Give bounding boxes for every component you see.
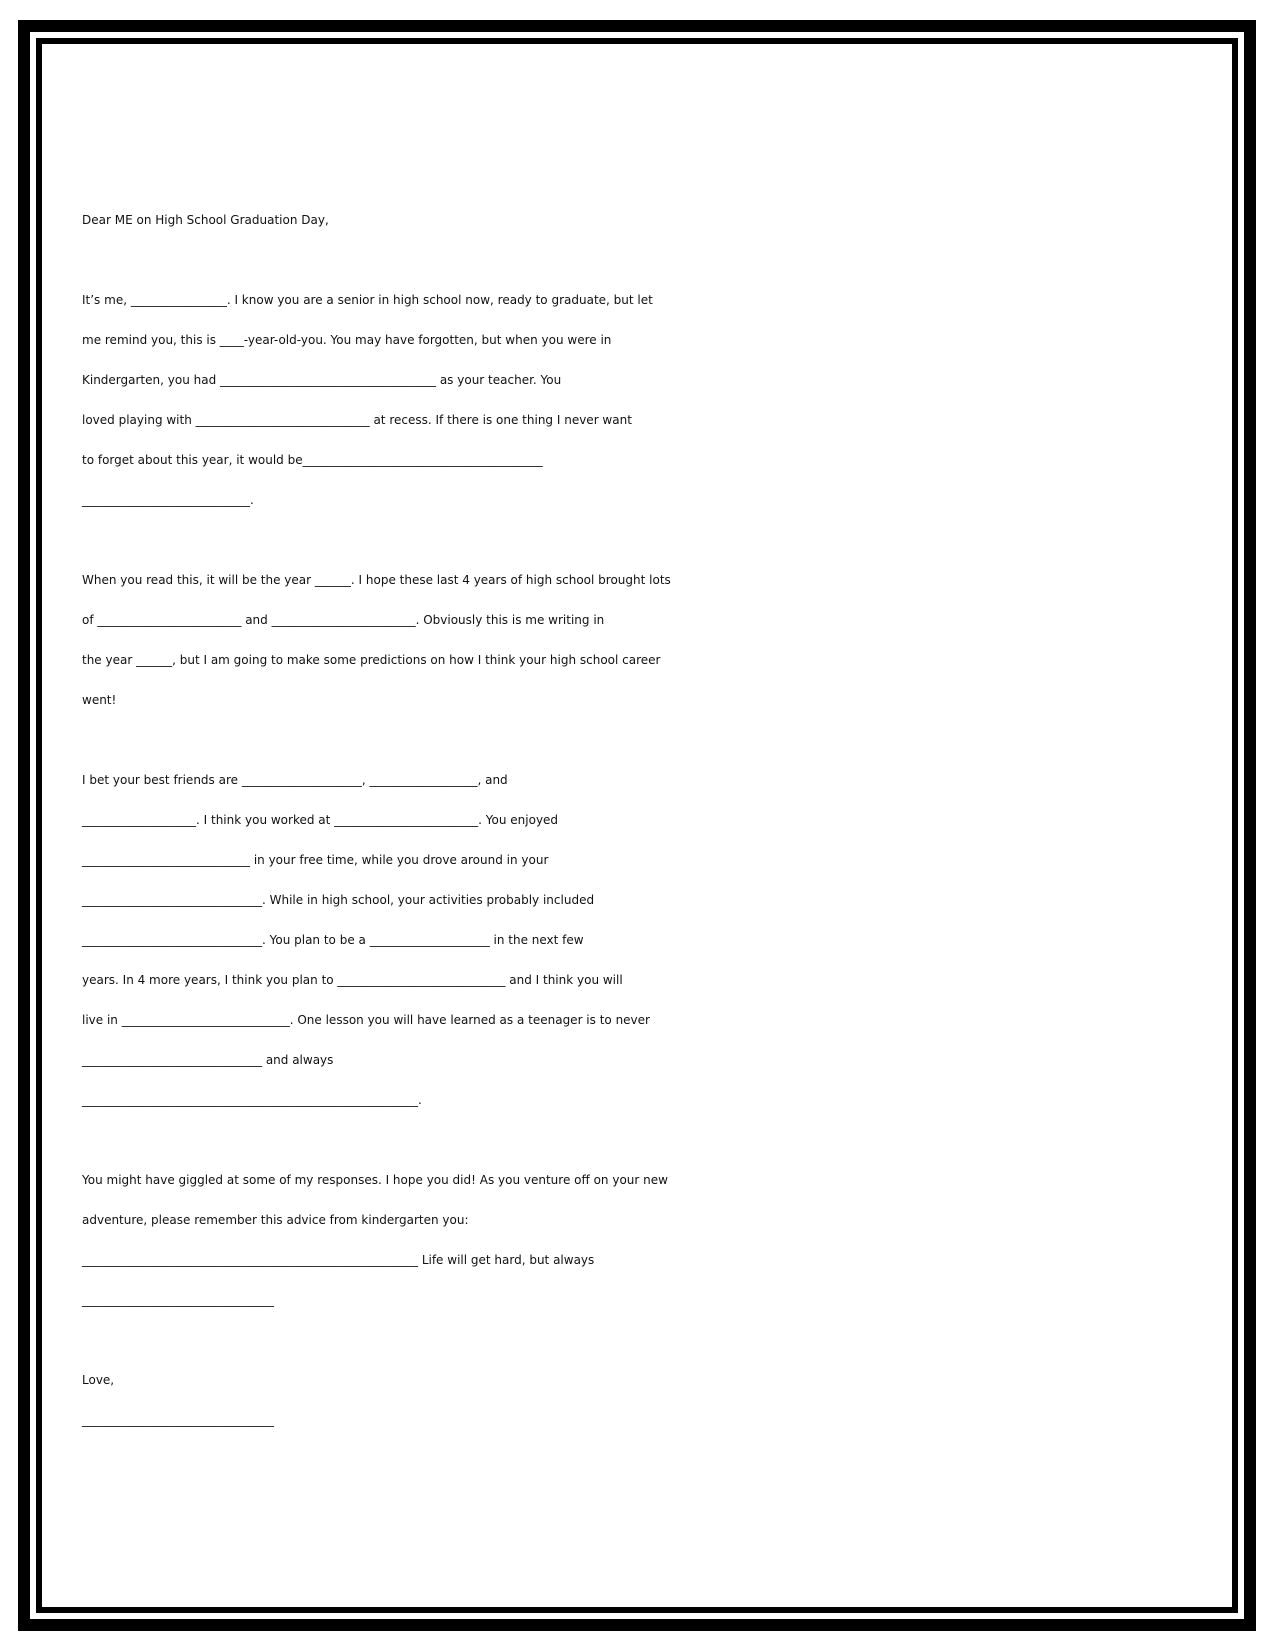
paragraph-line: years. In 4 more years, I think you plan to ____________________________ and I think you will	[82, 973, 623, 987]
paragraph-line: the year ______, but I am going to make some predictions on how I think your high school career	[82, 653, 661, 667]
greeting: Dear ME on High School Graduation Day,	[82, 213, 329, 227]
paragraph-line: loved playing with _____________________________ at recess. If there is one thing I never want	[82, 413, 632, 427]
letter-body	[82, 200, 1192, 1440]
paragraph-line: ___________________. I think you worked at ________________________. You enjoyed	[82, 813, 559, 827]
paragraph-line: went!	[82, 693, 117, 707]
paragraph-line: When you read this, it will be the year ______. I hope these last 4 years of high school brought lots	[82, 573, 671, 587]
signature-line: ________________________________	[82, 1413, 274, 1427]
paragraph-line: to forget about this year, it would be________________________________________	[82, 453, 543, 467]
paragraph-line: adventure, please remember this advice from kindergarten you:	[82, 1213, 469, 1227]
paragraph-line: live in ____________________________. One lesson you will have learned as a teenager is to never	[82, 1013, 650, 1027]
paragraph-line: It’s me, ________________. I know you are a senior in high school now, ready to graduate, but let	[82, 293, 653, 307]
closing: Love,	[82, 1373, 115, 1387]
paragraph-line: ______________________________. You plan to be a ____________________ in the next few	[82, 933, 584, 947]
paragraph-line: I bet your best friends are ____________________, __________________, and	[82, 773, 508, 787]
paragraph-line: ________________________________________________________ Life will get hard, but always	[82, 1253, 595, 1267]
paragraph-line: ____________________________.	[82, 493, 254, 507]
paragraph-line: ____________________________ in your free time, while you drove around in your	[82, 853, 549, 867]
paragraph-line: Kindergarten, you had ____________________________________ as your teacher. You	[82, 373, 562, 387]
paragraph-year	[82, 560, 1192, 720]
paragraph-predictions	[82, 760, 1192, 1120]
paragraph-line: ______________________________ and always	[82, 1053, 334, 1067]
paragraph-line: ________________________________________________________.	[82, 1093, 422, 1107]
paragraph-line: ______________________________. While in high school, your activities probably included	[82, 893, 595, 907]
paragraph-intro	[82, 280, 1192, 520]
paragraph-advice	[82, 1160, 1192, 1320]
paragraph-line: You might have giggled at some of my responses. I hope you did! As you venture off on your new	[82, 1173, 668, 1187]
paragraph-line: me remind you, this is ____-year-old-you. You may have forgotten, but when you were in	[82, 333, 612, 347]
paragraph-line: of ________________________ and ________________________. Obviously this is me writing in	[82, 613, 605, 627]
paragraph-line: ________________________________	[82, 1293, 274, 1307]
